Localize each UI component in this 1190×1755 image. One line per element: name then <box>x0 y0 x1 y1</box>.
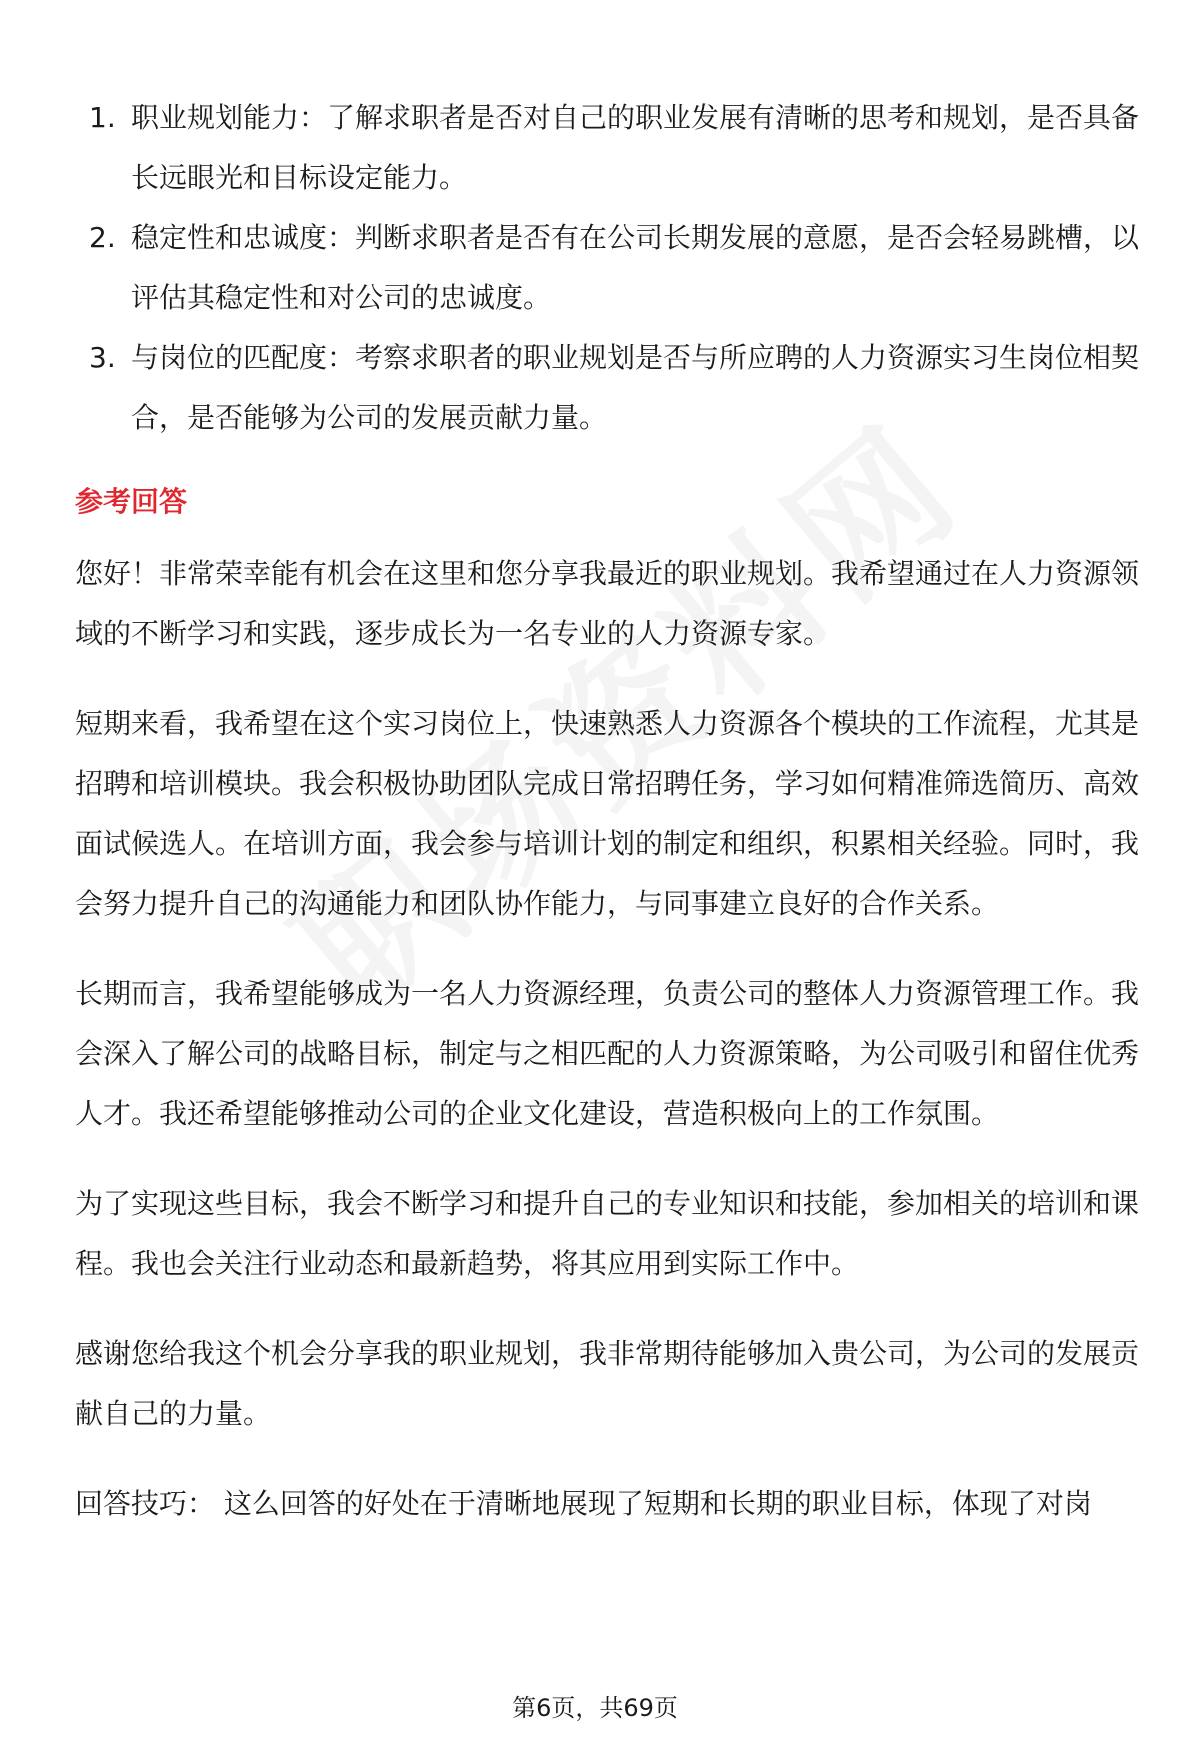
paragraph: 感谢您给我这个机会分享我的职业规划，我非常期待能够加入贵公司，为公司的发展贡献自己的力量。 <box>75 1337 1140 1430</box>
list-item-number: 3. <box>89 341 116 374</box>
list-item-number: 2. <box>89 221 116 254</box>
criteria-list <box>75 88 1165 448</box>
section-title: 参考回答 <box>75 485 188 518</box>
list-item-number: 1. <box>89 101 116 134</box>
list-item <box>75 88 1165 208</box>
list-item <box>75 328 1165 448</box>
list-item <box>75 208 1165 328</box>
list-item-text: 与岗位的匹配度：考察求职者的职业规划是否与所应聘的人力资源实习生岗位相契合，是否能够为公司的发展贡献力量。 <box>131 341 1140 434</box>
page-number-footer: 第6页，共69页 <box>512 1694 678 1722</box>
paragraph: 您好！非常荣幸能有机会在这里和您分享我最近的职业规划。我希望通过在人力资源领域的不断学习和实践，逐步成长为一名专业的人力资源专家。 <box>75 557 1140 650</box>
page-content <box>75 88 1165 1534</box>
paragraph: 回答技巧： 这么回答的好处在于清晰地展现了短期和长期的职业目标，体现了对岗 <box>75 1487 1092 1520</box>
list-item-text: 职业规划能力：了解求职者是否对自己的职业发展有清晰的思考和规划，是否具备长远眼光和目标设定能力。 <box>131 101 1140 194</box>
paragraph: 长期而言，我希望能够成为一名人力资源经理，负责公司的整体人力资源管理工作。我会深入了解公司的战略目标，制定与之相匹配的人力资源策略，为公司吸引和留住优秀人才。我还希望能够推动公司的企业文化建设，营造积极向上的工作氛围。 <box>75 977 1140 1130</box>
list-item-text: 稳定性和忠诚度：判断求职者是否有在公司长期发展的意愿，是否会轻易跳槽，以评估其稳定性和对公司的忠诚度。 <box>131 221 1140 314</box>
paragraph: 为了实现这些目标，我会不断学习和提升自己的专业知识和技能，参加相关的培训和课程。我也会关注行业动态和最新趋势，将其应用到实际工作中。 <box>75 1187 1140 1280</box>
paragraph: 短期来看，我希望在这个实习岗位上，快速熟悉人力资源各个模块的工作流程，尤其是招聘和培训模块。我会积极协助团队完成日常招聘任务，学习如何精准筛选简历、高效面试候选人。在培训方面，我会参与培训计划的制定和组织，积累相关经验。同时，我会努力提升自己的沟通能力和团队协作能力，与同事建立良好的合作关系。 <box>75 707 1140 920</box>
